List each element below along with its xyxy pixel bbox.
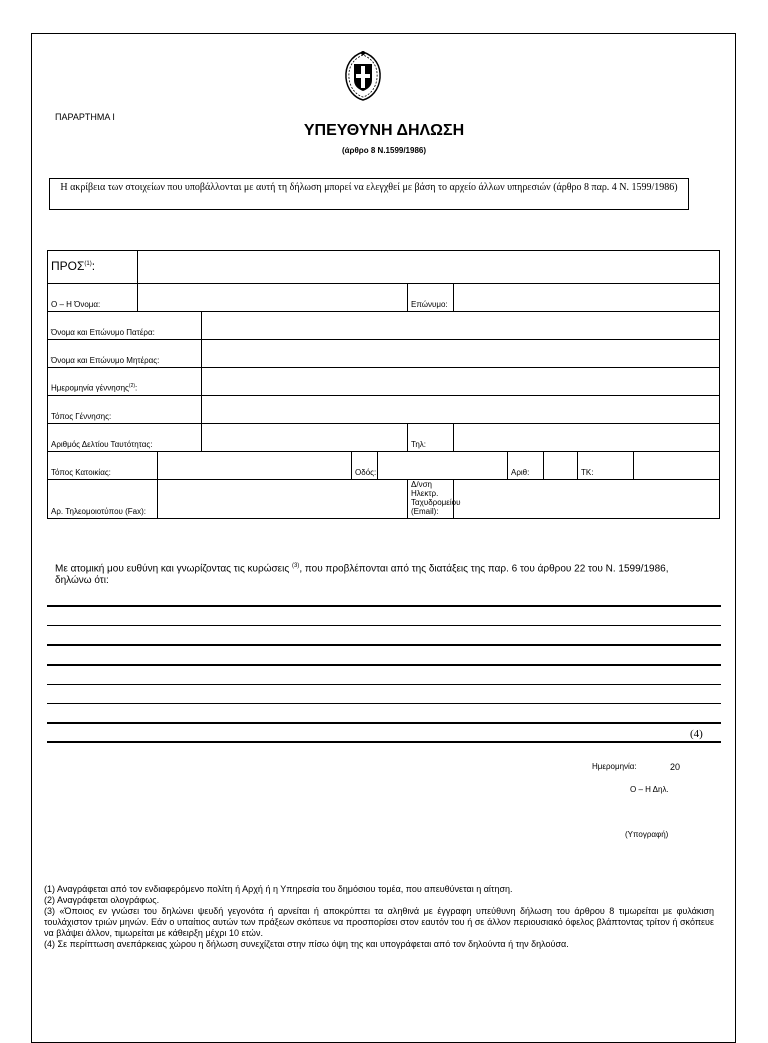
residence-label: Τόπος Κατοικίας:: [48, 452, 158, 480]
footnote: (4) Σε περίπτωση ανεπάρκειας χώρου η δήλωση συνεχίζεται στην πίσω όψη της και υπογράφεται από τον δηλούντα ή την δηλούσα.: [44, 939, 569, 949]
declarant-label: Ο – Η Δηλ.: [630, 785, 669, 794]
document-title: ΥΠΕΥΘΥΝΗ ΔΗΛΩΣΗ: [303, 122, 465, 139]
id-number-label: Αριθμός Δελτίου Ταυτότητας:: [48, 424, 202, 452]
phone-field[interactable]: [454, 424, 720, 452]
footnotes: [44, 884, 714, 950]
declaration-form: [47, 250, 720, 519]
residence-field[interactable]: [158, 452, 352, 480]
street-label: Οδός:: [352, 452, 378, 480]
greek-coat-of-arms-icon: [341, 48, 385, 102]
birthdate-label: Ημερομηνία γέννησης$^{(2)}$:: [48, 368, 202, 396]
postcode-label: ΤΚ:: [578, 452, 634, 480]
street-field[interactable]: [378, 452, 508, 480]
date-year-prefix[interactable]: 20: [670, 762, 681, 772]
fax-label: Αρ. Τηλεομοιοτύπου (Fax):: [48, 480, 158, 519]
declaration-line[interactable]: [47, 644, 721, 646]
declaration-line[interactable]: [47, 664, 721, 666]
name-label: Ο – Η Όνομα:: [48, 284, 138, 312]
surname-label: Επώνυμο:: [408, 284, 454, 312]
declaration-line[interactable]: [47, 703, 721, 704]
birthplace-label: Τόπος Γέννησης:: [48, 396, 202, 424]
signature-label: (Υπογραφή): [625, 830, 669, 839]
phone-label: Τηλ:: [408, 424, 454, 452]
document-subtitle: (άρθρο 8 Ν.1599/1986): [341, 146, 427, 155]
accuracy-notice: Η ακρίβεια των στοιχείων που υποβάλλονται με αυτή τη δήλωση μπορεί να ελεγχθεί με βάση το αρχείο άλλων υπηρεσιών (άρθρο 8 παρ. 4 Ν. 1599/1986): [49, 178, 689, 210]
declaration-line[interactable]: [47, 684, 721, 685]
father-name-label: Όνομα και Επώνυμο Πατέρα:: [48, 312, 202, 340]
declaration-text: Με ατομική μου ευθύνη και γνωρίζοντας τις κυρώσεις $^{(3)}$, που προβλέπονται από της διατάξεις της παρ. 6 του άρθρου 22 του Ν. 1599/1986, δηλώνω ότι:: [55, 563, 669, 587]
fax-field[interactable]: [158, 480, 408, 519]
id-number-field[interactable]: [202, 424, 408, 452]
date-label: Ημερομηνία:: [592, 762, 637, 771]
annex-label: ΠΑΡΑΡΤΗΜΑ Ι: [55, 112, 115, 122]
number-field[interactable]: [544, 452, 578, 480]
postcode-field[interactable]: [634, 452, 720, 480]
email-field[interactable]: [454, 480, 720, 519]
number-label: Αριθ:: [508, 452, 544, 480]
birthdate-field[interactable]: [202, 368, 720, 396]
father-name-field[interactable]: [202, 312, 720, 340]
declaration-line[interactable]: [47, 605, 721, 607]
to-label: ΠΡΟΣ$^{(1)}$:: [48, 251, 138, 284]
mother-name-label: Όνομα και Επώνυμο Μητέρας:: [48, 340, 202, 368]
footnote: (1) Αναγράφεται από τον ενδιαφερόμενο πολίτη ή Αρχή ή η Υπηρεσία του δημόσιου τομέα, που απευθύνεται η αίτηση.: [44, 884, 513, 894]
footnote: (3) «Όποιος εν γνώσει του δηλώνει ψευδή γεγονότα ή αρνείται ή αποκρύπτει τα αληθινά με έγγραφη υπεύθυνη δήλωση του άρθρου 8 τιμωρείται με φυλάκιση τουλάχιστον τριών μηνών. Εάν ο υπαίτιος αυτών των πράξεων σκόπευε να προσπορίσει στον εαυτόν του ή σε άλλον περιουσιακό όφελος βλάπτοντας τρίτον ή σκόπευε να βλάψει άλλον, τιμωρείται με κάθειρξη μέχρι 10 ετών.: [44, 906, 714, 938]
declaration-line[interactable]: [47, 722, 721, 724]
mother-name-field[interactable]: [202, 340, 720, 368]
footnote: (2) Αναγράφεται ολογράφως.: [44, 895, 160, 905]
email-label: Δ/νση Ηλεκτρ. Ταχυδρομείου (Email):: [408, 480, 454, 519]
name-field[interactable]: [138, 284, 408, 312]
birthplace-field[interactable]: [202, 396, 720, 424]
continuation-note-mark: (4): [690, 728, 703, 740]
to-field[interactable]: [138, 251, 720, 284]
declaration-line[interactable]: [47, 741, 721, 743]
surname-field[interactable]: [454, 284, 720, 312]
declaration-line[interactable]: [47, 625, 721, 626]
